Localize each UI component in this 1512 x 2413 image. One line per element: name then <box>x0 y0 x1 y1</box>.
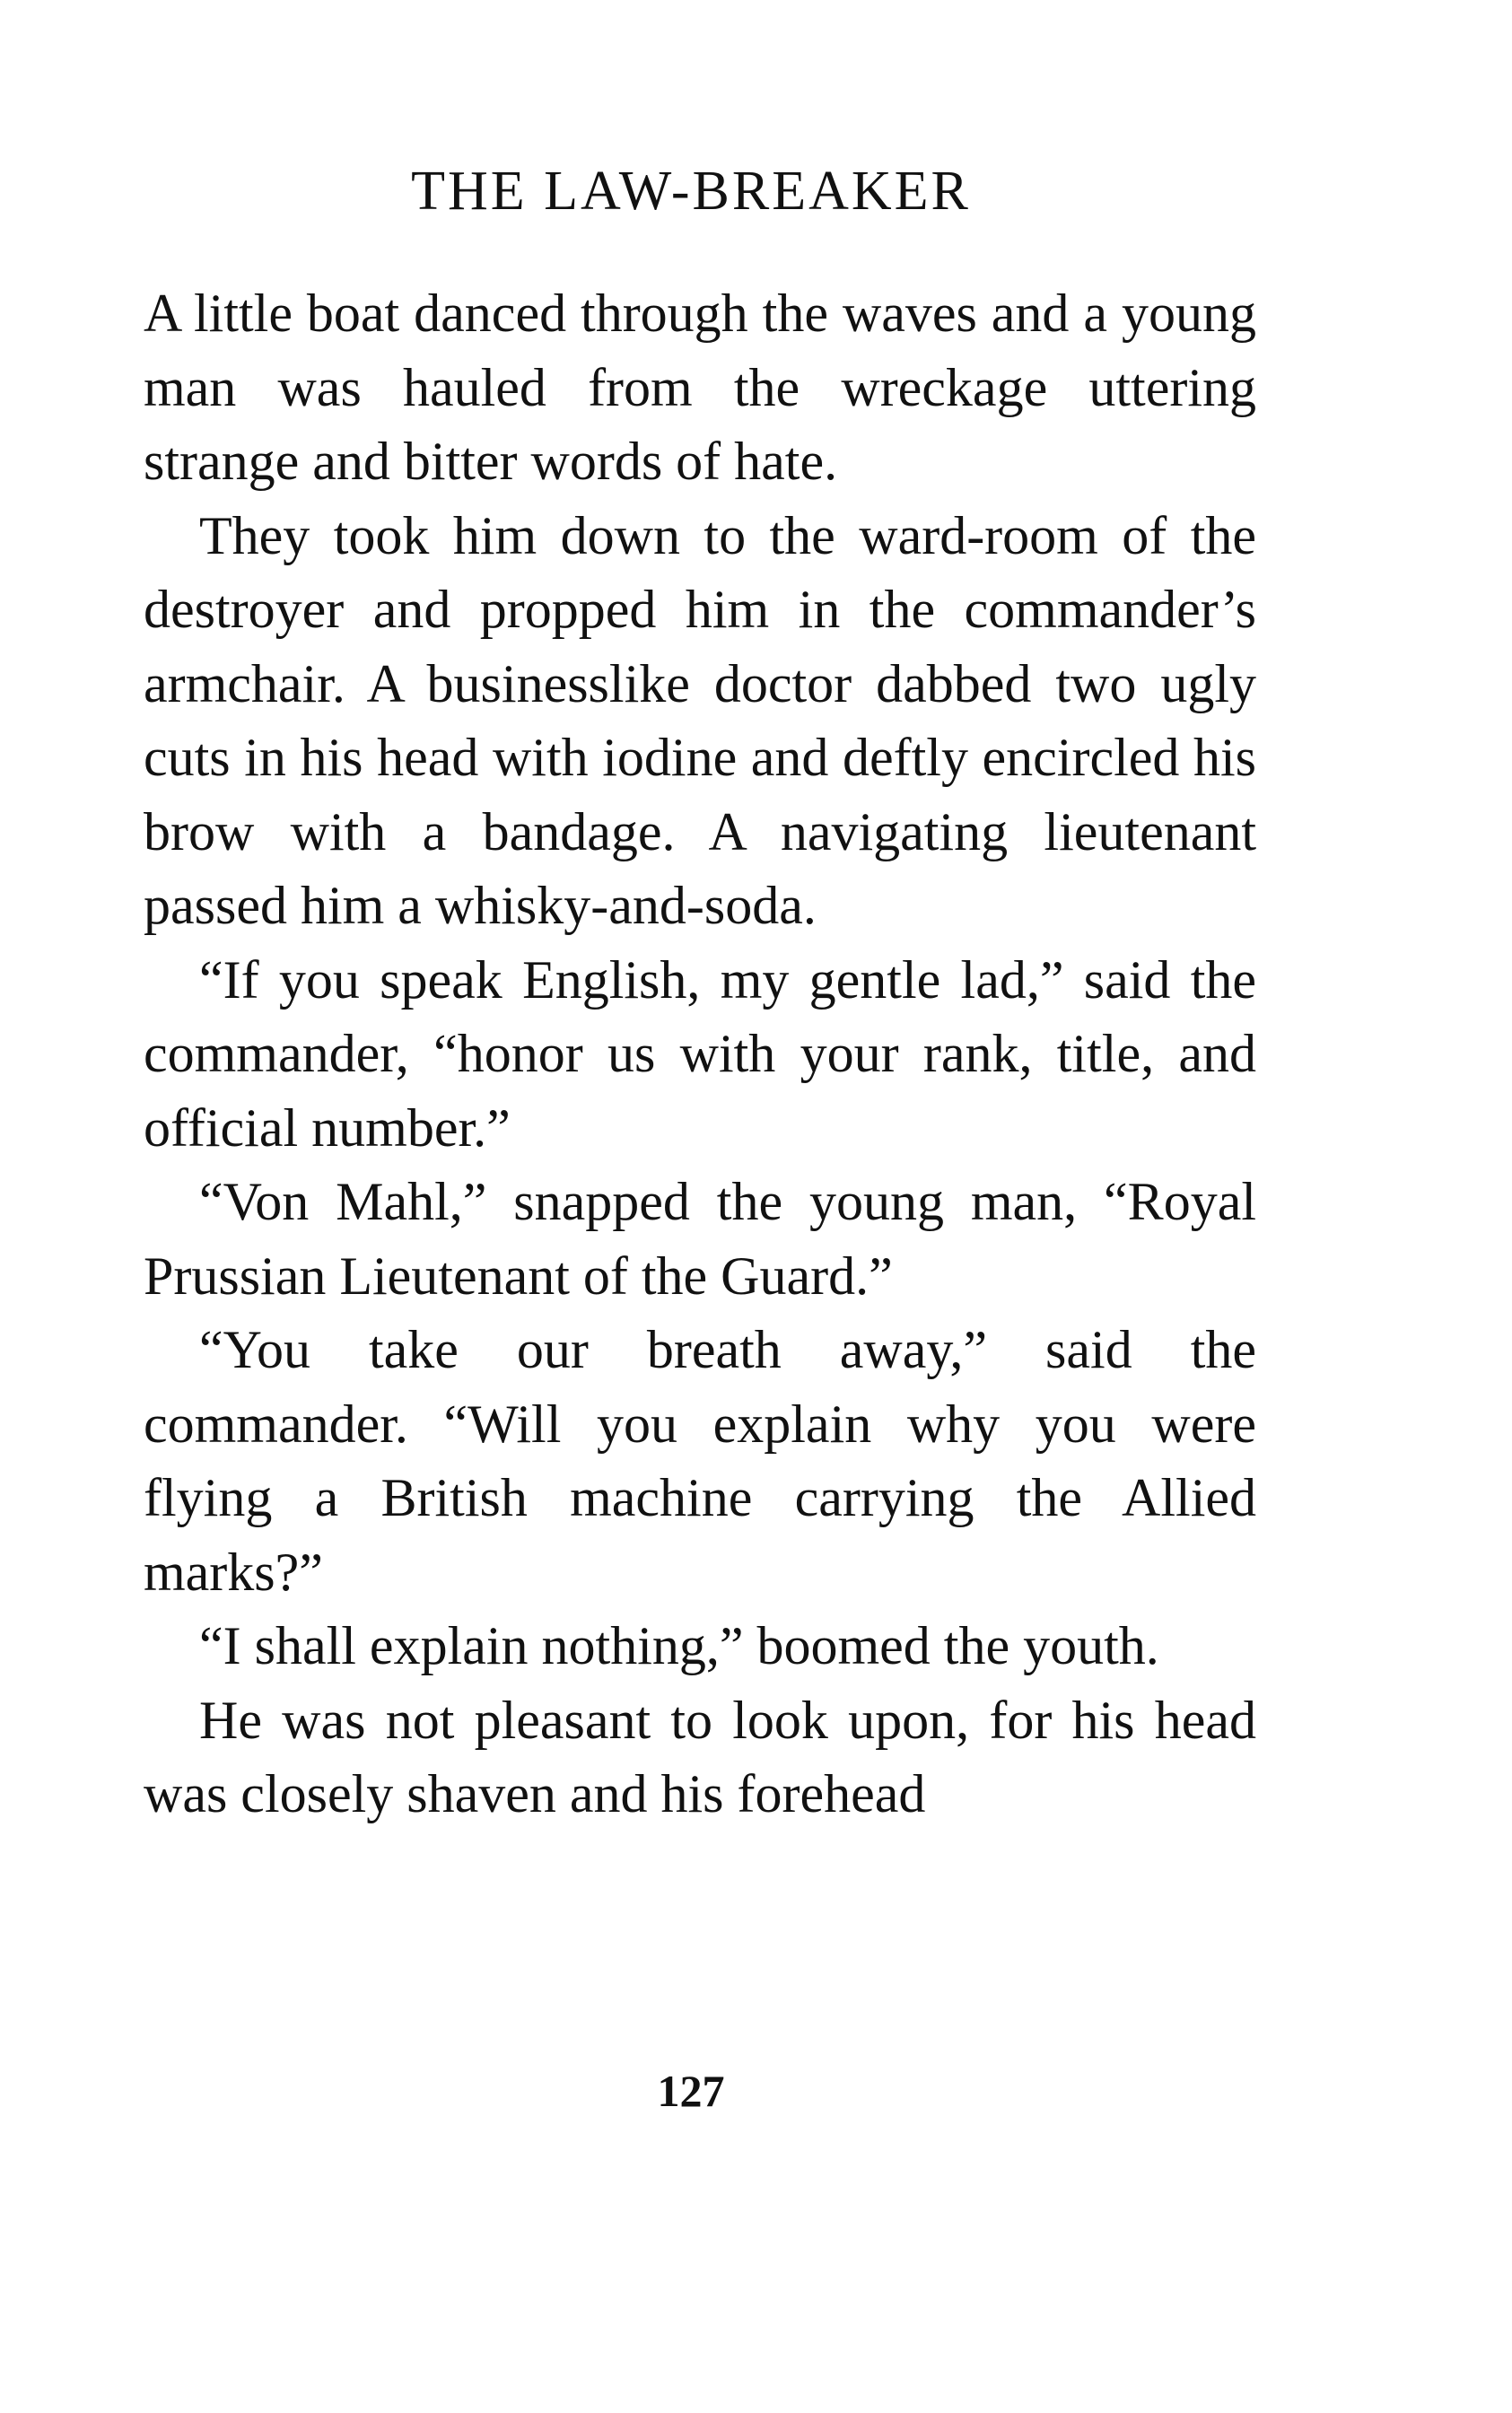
paragraph: “You take our breath away,” said the commander. “Will you explain why you were flying a British machine carrying the Allied marks?” <box>144 1320 1256 1602</box>
paragraph: “Von Mahl,” snapped the young man, “Royal Prussian Lieutenant of the Guard.” <box>144 1172 1256 1306</box>
paragraph: He was not pleasant to look upon, for his head was closely shaven and his forehead <box>144 1690 1256 1823</box>
paragraph: They took him down to the ward-room of the destroyer and propped him in the commander’s armchair. A businesslike doctor dabbed two ugly cuts in his head with iodine and deftly encircled his brow with a bandage. A navigating lieutenant passed him a whisky-and-soda. <box>144 505 1256 935</box>
paragraph: A little boat danced through the waves and a young man was hauled from the wreckage uttering strange and bitter words of hate. <box>144 284 1256 491</box>
paragraph: “If you speak English, my gentle lad,” said the commander, “honor us with your rank, title, and official number.” <box>144 949 1256 1158</box>
page-number: 127 <box>657 2066 725 2116</box>
running-head: THE LAW-BREAKER <box>411 161 971 222</box>
paragraph: “I shall explain nothing,” boomed the youth. <box>199 1616 1159 1675</box>
body-text <box>144 276 1256 1832</box>
